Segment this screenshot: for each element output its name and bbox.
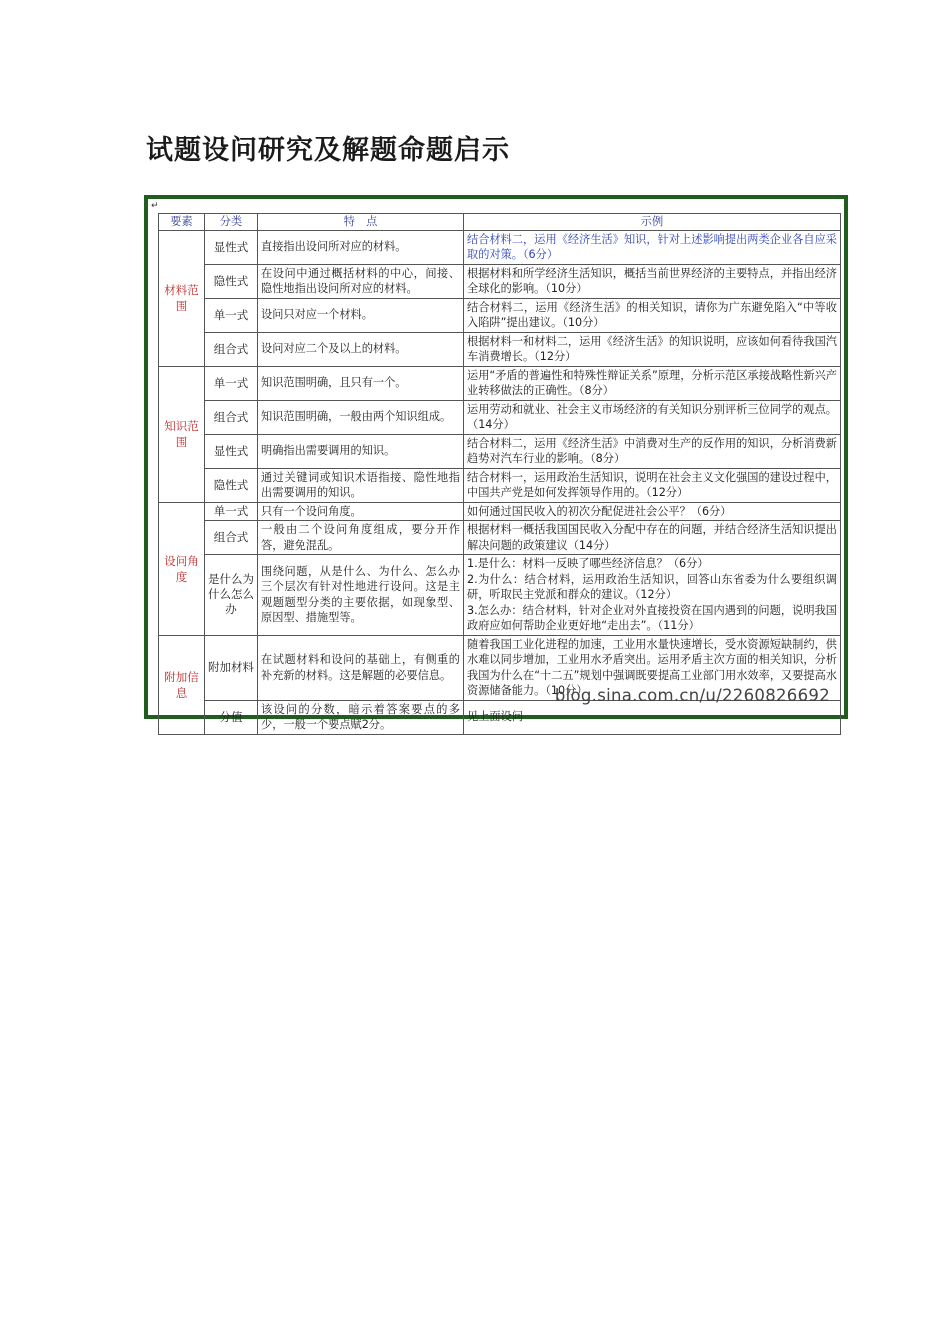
table-row [159,521,841,555]
example-cell: 根据材料一和材料二，运用《经济生活》的知识说明，应该如何看待我国汽车消费增长。（12分） [464,332,841,366]
feature-cell: 明确指出需要调用的知识。 [258,434,464,468]
category-cell: 是什么为什么怎么办 [205,555,258,636]
category-cell: 附加材料 [205,635,258,700]
element-cell: 知识范围 [159,366,205,502]
example-cell: 结合材料二，运用《经济生活》的相关知识，请你为广东避免陷入“中等收入陷阱”提出建议。（10分） [464,298,841,332]
example-cell: 运用“矛盾的普遍性和特殊性辩证关系”原理，分析示范区承接战略性新兴产业转移做法的正确性。（8分） [464,366,841,400]
example-line: 3.怎么办：结合材料，针对企业对外直接投资在国内遇到的问题，说明我国政府应如何帮助企业更好地“走出去”。（11分） [467,603,837,632]
table-row [159,434,841,468]
example-cell: 结合材料一，运用政治生活知识，说明在社会主义文化强国的建设过程中，中国共产党是如何发挥领导作用的。（12分） [464,468,841,502]
example-cell: 如何通过国民收入的初次分配促进社会公平？（6分） [464,502,841,521]
feature-cell: 直接指出设问所对应的材料。 [258,230,464,264]
category-cell: 单一式 [205,298,258,332]
table-row [159,264,841,298]
category-cell: 显性式 [205,434,258,468]
example-cell: 随着我国工业化进程的加速，工业用水量快速增长，受水资源短缺制约，供水难以同步增加，工业用水矛盾突出。运用矛盾主次方面的相关知识，分析我国为什么在“十二五”规划中强调既要提高工业部门用水效率，又要提高水资源储备能力。（10分） [464,635,841,700]
table-header-row [159,214,841,231]
header-element: 要素 [159,214,205,231]
category-cell: 单一式 [205,366,258,400]
example-cell: 见上面设问 [464,700,841,734]
table-row [159,400,841,434]
element-cell: 附加信息 [159,635,205,734]
element-cell: 材料范围 [159,230,205,366]
category-cell: 单一式 [205,502,258,521]
category-cell: 分值 [205,700,258,734]
feature-cell: 在设问中通过概括材料的中心，间接、隐性地指出设问所对应的材料。 [258,264,464,298]
category-cell: 组合式 [205,400,258,434]
table-row [159,230,841,264]
example-cell: 根据材料一概括我国国民收入分配中存在的问题，并结合经济生活知识提出解决问题的政策建议（14分） [464,521,841,555]
example-cell: 结合材料二，运用《经济生活》中消费对生产的反作用的知识，分析消费新趋势对汽车行业的影响。（8分） [464,434,841,468]
category-cell: 组合式 [205,332,258,366]
feature-cell: 一般由二个设问角度组成，要分开作答，避免混乱。 [258,521,464,555]
table-row [159,332,841,366]
feature-cell: 该设问的分数，暗示着答案要点的多少，一般一个要点赋2分。 [258,700,464,734]
feature-cell: 围绕问题，从是什么、为什么、怎么办三个层次有针对性地进行设问。这是主观题题型分类的主要依据，如现象型、原因型、措施型等。 [258,555,464,636]
table-row [159,555,841,636]
paragraph-mark-icon: ↵ [151,201,159,211]
example-cell: 结合材料二，运用《经济生活》知识，针对上述影响提出两类企业各自应采取的对策。（6分） [464,230,841,264]
table-image-frame [144,195,848,731]
feature-cell: 知识范围明确，一般由两个知识组成。 [258,400,464,434]
watermark: blog.sina.com.cn/u/2260826692 [554,686,830,705]
feature-cell: 在试题材料和设问的基础上，有侧重的补充新的材料。这是解题的必要信息。 [258,635,464,700]
example-line: 2.为什么：结合材料，运用政治生活知识，回答山东省委为什么要组织调研，听取民主党派和群众的建议。（12分） [467,572,837,601]
feature-cell: 设问对应二个及以上的材料。 [258,332,464,366]
table-row [159,468,841,502]
feature-cell: 只有一个设问角度。 [258,502,464,521]
feature-cell: 通过关键词或知识术语指接、隐性地指出需要调用的知识。 [258,468,464,502]
page-title: 试题设问研究及解题命题启示 [146,135,510,166]
category-cell: 显性式 [205,230,258,264]
table-row [159,366,841,400]
header-category: 分类 [205,214,258,231]
category-cell: 组合式 [205,521,258,555]
feature-cell: 知识范围明确，且只有一个。 [258,366,464,400]
table-row [159,700,841,734]
example-line: 1.是什么：材料一反映了哪些经济信息？（6分） [467,557,709,570]
example-cell: 根据材料和所学经济生活知识，概括当前世界经济的主要特点，并指出经济全球化的影响。（10分） [464,264,841,298]
element-cell: 设问角度 [159,502,205,635]
table-row [159,298,841,332]
category-cell: 隐性式 [205,468,258,502]
question-design-table [158,213,841,735]
feature-cell: 设问只对应一个材料。 [258,298,464,332]
header-feature: 特 点 [258,214,464,231]
category-cell: 隐性式 [205,264,258,298]
header-example: 示例 [464,214,841,231]
example-cell: 运用劳动和就业、社会主义市场经济的有关知识分别评析三位同学的观点。（14分） [464,400,841,434]
example-cell [464,555,841,636]
table-row [159,502,841,521]
